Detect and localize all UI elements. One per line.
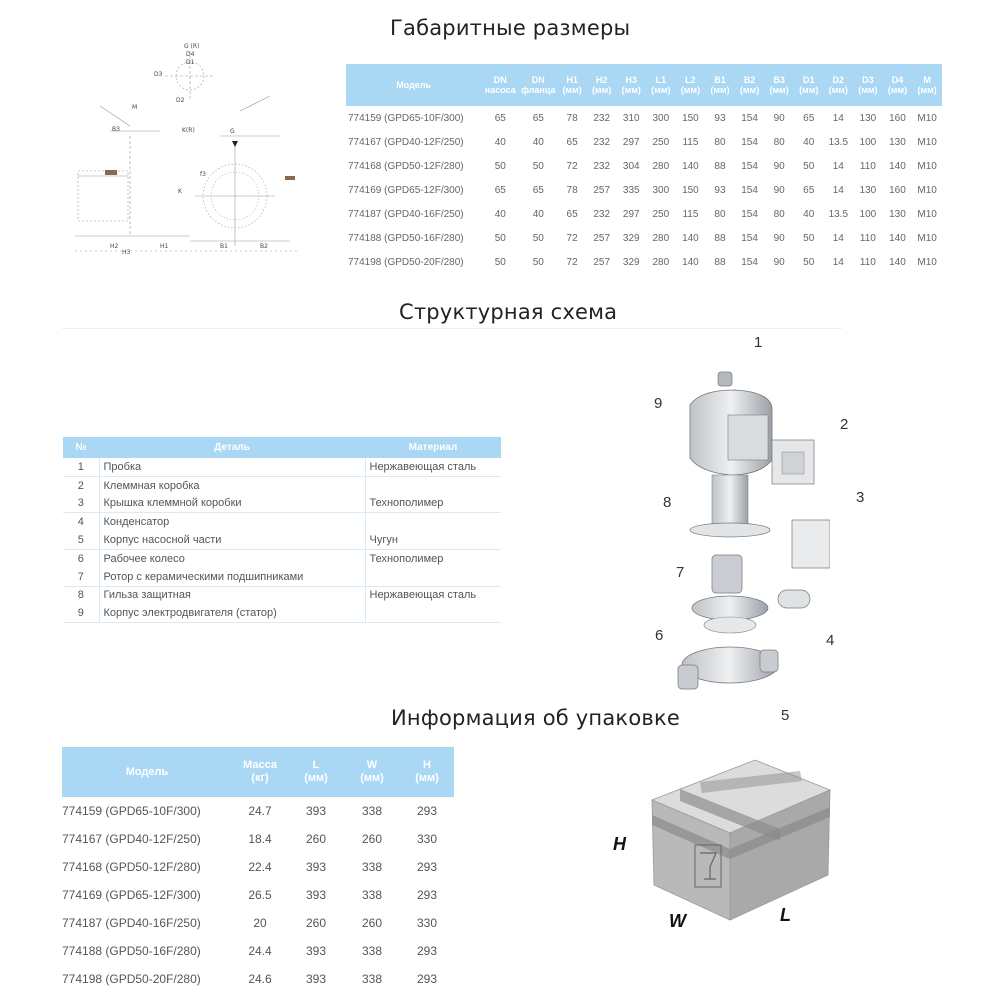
header-cell: L2 (мм) <box>676 64 706 106</box>
table-cell: 72 <box>566 160 578 172</box>
callout-3: 3 <box>856 489 865 506</box>
table-cell: 80 <box>714 136 726 148</box>
table-row <box>63 568 501 586</box>
table-cell: 260 <box>361 832 383 846</box>
table-cell: 24.7 <box>248 804 272 818</box>
callout-6: 6 <box>655 627 664 644</box>
table-cell: 774198 (GPD50-20F/280) <box>62 972 201 986</box>
drawing-label: H1 <box>160 243 169 250</box>
table-cell: 9 <box>63 604 99 622</box>
drawing-label: M <box>132 104 138 111</box>
table-row <box>62 853 454 881</box>
table-row <box>346 178 942 202</box>
table-cell: 78 <box>566 112 578 124</box>
direction-marker-icon <box>232 141 238 147</box>
table-cell: 40 <box>494 208 506 220</box>
table-cell: Ротор с керамическими подшипниками <box>99 568 365 586</box>
table-cell: 50 <box>803 232 815 244</box>
table-cell: 65 <box>494 184 506 196</box>
table-row <box>346 154 942 178</box>
table-cell: 774187 (GPD40-16F/250) <box>348 208 464 220</box>
table-cell: 14 <box>832 112 844 124</box>
header-cell: B3 (мм) <box>764 64 794 106</box>
table-cell: 774159 (GPD65-10F/300) <box>348 112 464 124</box>
header-cell: B2 (мм) <box>735 64 765 106</box>
table-cell: 7 <box>63 568 99 586</box>
box-height-label: H <box>613 834 626 854</box>
parts-header-row <box>63 437 501 458</box>
table-cell: 100 <box>859 136 877 148</box>
table-row <box>62 965 454 993</box>
box-width-label: W <box>669 911 686 931</box>
table-row <box>63 586 501 604</box>
table-cell: 260 <box>305 832 327 846</box>
table-cell: 130 <box>859 112 877 124</box>
table-cell: 774187 (GPD40-16F/250) <box>62 916 201 930</box>
table-row <box>63 604 501 622</box>
packaging-table <box>62 747 454 993</box>
table-row <box>346 226 942 250</box>
dimension-drawing <box>70 36 310 266</box>
exploded-pump-illustration <box>660 360 830 720</box>
table-cell: 130 <box>889 208 906 220</box>
table-cell: 14 <box>832 256 844 268</box>
table-cell: 115 <box>682 136 699 148</box>
table-cell: 150 <box>682 184 699 196</box>
callout-1: 1 <box>754 334 763 351</box>
table-cell: 24.4 <box>248 944 272 958</box>
table-cell: 4 <box>77 516 84 529</box>
drawing-label: H2 <box>110 243 119 250</box>
header-cell: DN насоса <box>481 64 519 106</box>
header-cell: M (мм) <box>912 64 942 106</box>
header-cell: Деталь <box>99 437 365 458</box>
header-cell: H1 (мм) <box>557 64 587 106</box>
table-cell: 50 <box>532 160 544 172</box>
table-cell: 90 <box>773 232 785 244</box>
table-cell: 250 <box>652 136 670 148</box>
table-row <box>346 202 942 226</box>
table-cell: 774168 (GPD50-12F/280) <box>348 160 464 172</box>
table-row <box>63 549 501 567</box>
table-cell: 393 <box>305 944 327 958</box>
header-cell: H2 (мм) <box>587 64 617 106</box>
header-cell: D1 (мм) <box>794 64 824 106</box>
header-cell: Модель <box>346 64 481 106</box>
table-row <box>63 513 501 531</box>
table-cell: 14 <box>832 160 844 172</box>
table-cell: 393 <box>305 972 327 986</box>
table-cell: 1 <box>63 458 99 476</box>
section-divider <box>62 328 842 329</box>
table-cell: 280 <box>652 256 670 268</box>
table-cell: 257 <box>593 184 611 196</box>
table-cell: 338 <box>361 888 383 902</box>
table-cell: 774169 (GPD65-12F/300) <box>348 184 464 196</box>
table-cell: 50 <box>532 256 544 268</box>
table-cell: 22.4 <box>248 860 272 874</box>
table-cell: Пробка <box>99 458 365 476</box>
header-cell: H (мм) <box>400 747 454 797</box>
table-cell: 232 <box>593 160 611 172</box>
header-cell: № <box>63 437 99 458</box>
table-cell: M10 <box>917 160 937 172</box>
box-length-label: L <box>780 905 791 925</box>
table-cell: 90 <box>773 160 785 172</box>
table-cell: 72 <box>566 256 578 268</box>
table-cell: Корпус электродвигателя (статор) <box>99 604 365 622</box>
table-cell: 774167 (GPD40-12F/250) <box>348 136 464 148</box>
table-cell: 257 <box>593 232 611 244</box>
table-cell: 115 <box>682 208 699 220</box>
table-cell: Технополимер <box>365 495 501 513</box>
header-cell: Модель <box>62 747 232 797</box>
table-cell: 14 <box>832 232 844 244</box>
table-cell: 18.4 <box>248 832 272 846</box>
table-cell: Технополимер <box>365 549 501 567</box>
table-cell: 774159 (GPD65-10F/300) <box>62 804 201 818</box>
table-cell: 280 <box>652 232 670 244</box>
table-cell: 304 <box>622 160 640 172</box>
table-row <box>62 909 454 937</box>
table-cell: 130 <box>889 136 906 148</box>
header-cell: Материал <box>365 437 501 458</box>
header-cell: Масса (кг) <box>232 747 288 797</box>
table-cell: 26.5 <box>248 888 272 902</box>
table-row <box>346 130 942 154</box>
table-row <box>346 106 942 130</box>
table-cell: 110 <box>859 232 876 244</box>
table-cell: 14 <box>832 184 844 196</box>
table-cell: M10 <box>917 112 937 124</box>
table-cell: 154 <box>741 208 758 220</box>
drawing-label: D2 <box>176 97 185 104</box>
table-cell: 65 <box>803 184 815 196</box>
drawing-label: D1 <box>186 59 195 66</box>
callout-9: 9 <box>654 395 663 412</box>
table-cell: 260 <box>305 916 327 930</box>
table-cell: 110 <box>859 256 876 268</box>
table-cell: 338 <box>361 972 383 986</box>
drawing-label: B3 <box>112 126 120 133</box>
table-cell: 330 <box>416 916 438 930</box>
table-cell: 93 <box>714 112 726 124</box>
table-cell: 8 <box>77 589 84 602</box>
header-cell: L (мм) <box>288 747 344 797</box>
table-cell: 50 <box>803 256 815 268</box>
table-cell: 154 <box>741 184 758 196</box>
table-cell: 2 <box>77 479 84 492</box>
header-cell: D4 (мм) <box>883 64 913 106</box>
table-cell: 300 <box>652 184 670 196</box>
table-row <box>62 825 454 853</box>
table-row <box>63 476 501 494</box>
table-cell <box>365 513 501 531</box>
table-cell: Конденсатор <box>99 513 365 531</box>
drawing-label: K <box>178 188 182 195</box>
table-cell: M10 <box>917 232 937 244</box>
table-cell: Крышка клеммной коробки <box>99 495 365 513</box>
table-cell: 80 <box>714 208 726 220</box>
dimensions-table <box>346 64 942 274</box>
table-cell: 88 <box>714 256 726 268</box>
table-cell: 65 <box>494 112 506 124</box>
table-cell: 154 <box>741 112 758 124</box>
table-cell: 774198 (GPD50-20F/280) <box>348 256 464 268</box>
table-cell: M10 <box>917 208 937 220</box>
table-row <box>63 458 501 476</box>
drawing-label: B2 <box>260 243 268 250</box>
table-cell: 300 <box>652 112 670 124</box>
table-cell: 140 <box>682 160 699 172</box>
packaging-header-row <box>62 747 454 797</box>
structure-title: Структурная схема <box>399 300 618 324</box>
table-cell: Клеммная коробка <box>99 476 365 494</box>
table-cell: 154 <box>741 136 758 148</box>
table-cell: 5 <box>63 531 99 549</box>
table-cell <box>365 604 501 622</box>
table-cell: 293 <box>416 804 438 818</box>
table-row <box>62 797 454 825</box>
drawing-label: K(R) <box>182 127 195 134</box>
table-row <box>62 881 454 909</box>
parts-table <box>63 437 501 623</box>
table-cell: 65 <box>532 184 544 196</box>
callout-5: 5 <box>781 707 790 724</box>
table-cell: 774169 (GPD65-12F/300) <box>62 888 201 902</box>
table-cell: Чугун <box>365 531 501 549</box>
header-cell: W (мм) <box>344 747 400 797</box>
table-cell: 393 <box>305 888 327 902</box>
table-cell: 293 <box>416 944 438 958</box>
table-row <box>63 495 501 513</box>
table-cell: 40 <box>494 136 506 148</box>
table-row <box>346 250 942 274</box>
header-cell: D2 (мм) <box>824 64 854 106</box>
dimensions-header-row <box>346 64 942 106</box>
table-cell: 338 <box>361 804 383 818</box>
table-cell: 257 <box>593 256 611 268</box>
table-cell: 280 <box>652 160 670 172</box>
table-cell: 160 <box>889 112 906 124</box>
table-cell: 154 <box>741 232 758 244</box>
table-cell: 50 <box>803 160 815 172</box>
table-cell: 293 <box>416 972 438 986</box>
table-cell: M10 <box>917 256 937 268</box>
table-cell: 150 <box>682 112 699 124</box>
header-cell: L1 (мм) <box>646 64 676 106</box>
table-cell: 88 <box>714 232 726 244</box>
table-cell: 3 <box>63 495 99 513</box>
table-cell <box>365 568 501 586</box>
table-cell: 130 <box>859 184 877 196</box>
table-cell: Нержавеющая сталь <box>365 586 501 604</box>
table-cell: 40 <box>532 208 544 220</box>
packaging-title: Информация об упаковке <box>391 706 680 730</box>
drawing-label: H3 <box>122 249 131 256</box>
table-cell: 774188 (GPD50-16F/280) <box>348 232 464 244</box>
table-cell: 329 <box>622 232 640 244</box>
table-cell: 393 <box>305 804 327 818</box>
table-cell: 250 <box>652 208 670 220</box>
table-cell: 330 <box>416 832 438 846</box>
table-cell: 232 <box>593 208 611 220</box>
drawing-label: B1 <box>220 243 228 250</box>
table-cell: Гильза защитная <box>99 586 365 604</box>
table-cell: 335 <box>622 184 640 196</box>
package-box-illustration <box>640 755 840 925</box>
drawing-label: D4 <box>186 51 195 58</box>
table-cell: 110 <box>859 160 876 172</box>
header-cell: DN фланца <box>519 64 557 106</box>
drawing-label: G <box>230 128 235 135</box>
table-cell: 338 <box>361 860 383 874</box>
drawing-label: D3 <box>154 71 163 78</box>
table-cell: 80 <box>773 136 785 148</box>
table-cell: 100 <box>859 208 877 220</box>
table-cell: 140 <box>682 256 699 268</box>
table-cell: 20 <box>253 916 267 930</box>
table-cell: 6 <box>77 552 84 565</box>
header-cell: B1 (мм) <box>705 64 735 106</box>
table-row <box>63 531 501 549</box>
table-cell: 297 <box>622 208 640 220</box>
table-cell: 140 <box>889 256 906 268</box>
header-cell: D3 (мм) <box>853 64 883 106</box>
table-cell: 329 <box>622 256 640 268</box>
table-row <box>62 937 454 965</box>
table-cell: 72 <box>566 232 578 244</box>
table-cell: 13.5 <box>828 208 849 220</box>
table-cell: 88 <box>714 160 726 172</box>
table-cell: 40 <box>532 136 544 148</box>
table-cell: 78 <box>566 184 578 196</box>
header-cell: H3 (мм) <box>616 64 646 106</box>
table-cell: Нержавеющая сталь <box>365 458 501 476</box>
table-cell: 297 <box>622 136 640 148</box>
table-cell: 50 <box>532 232 544 244</box>
table-cell: 140 <box>889 232 906 244</box>
table-cell: Рабочее колесо <box>99 549 365 567</box>
dimensions-title: Габаритные размеры <box>390 16 631 40</box>
drawing-label: G (R) <box>184 43 200 50</box>
table-cell: 310 <box>622 112 640 124</box>
table-cell: 154 <box>741 160 758 172</box>
table-cell: 232 <box>593 136 611 148</box>
callout-7: 7 <box>676 564 685 581</box>
table-cell: 13.5 <box>828 136 849 148</box>
table-cell: 90 <box>773 184 785 196</box>
table-cell: 140 <box>682 232 699 244</box>
table-cell: 50 <box>494 232 506 244</box>
callout-2: 2 <box>840 416 849 433</box>
table-cell: 24.6 <box>248 972 272 986</box>
table-cell: 40 <box>803 136 815 148</box>
callout-8: 8 <box>663 494 672 511</box>
table-cell: M10 <box>917 136 937 148</box>
table-cell: 774168 (GPD50-12F/280) <box>62 860 201 874</box>
table-cell: 90 <box>773 256 785 268</box>
table-cell: 338 <box>361 944 383 958</box>
table-cell: Корпус насосной части <box>99 531 365 549</box>
table-cell: M10 <box>917 184 937 196</box>
table-cell: 232 <box>593 112 611 124</box>
table-cell: 65 <box>566 208 578 220</box>
table-cell: 154 <box>741 256 758 268</box>
table-cell: 160 <box>889 184 906 196</box>
table-cell: 40 <box>803 208 815 220</box>
table-cell: 50 <box>494 256 506 268</box>
table-cell: 293 <box>416 888 438 902</box>
table-cell: 50 <box>494 160 506 172</box>
table-cell: 393 <box>305 860 327 874</box>
table-cell: 140 <box>889 160 906 172</box>
table-cell: 774167 (GPD40-12F/250) <box>62 832 201 846</box>
table-cell: 90 <box>773 112 785 124</box>
table-cell: 260 <box>361 916 383 930</box>
table-cell: 774188 (GPD50-16F/280) <box>62 944 201 958</box>
table-cell: 293 <box>416 860 438 874</box>
table-cell <box>365 476 501 494</box>
drawing-label: f3 <box>200 171 206 178</box>
table-cell: 80 <box>773 208 785 220</box>
table-cell: 65 <box>566 136 578 148</box>
callout-4: 4 <box>826 632 835 649</box>
table-cell: 65 <box>532 112 544 124</box>
table-cell: 93 <box>714 184 726 196</box>
table-cell: 65 <box>803 112 815 124</box>
